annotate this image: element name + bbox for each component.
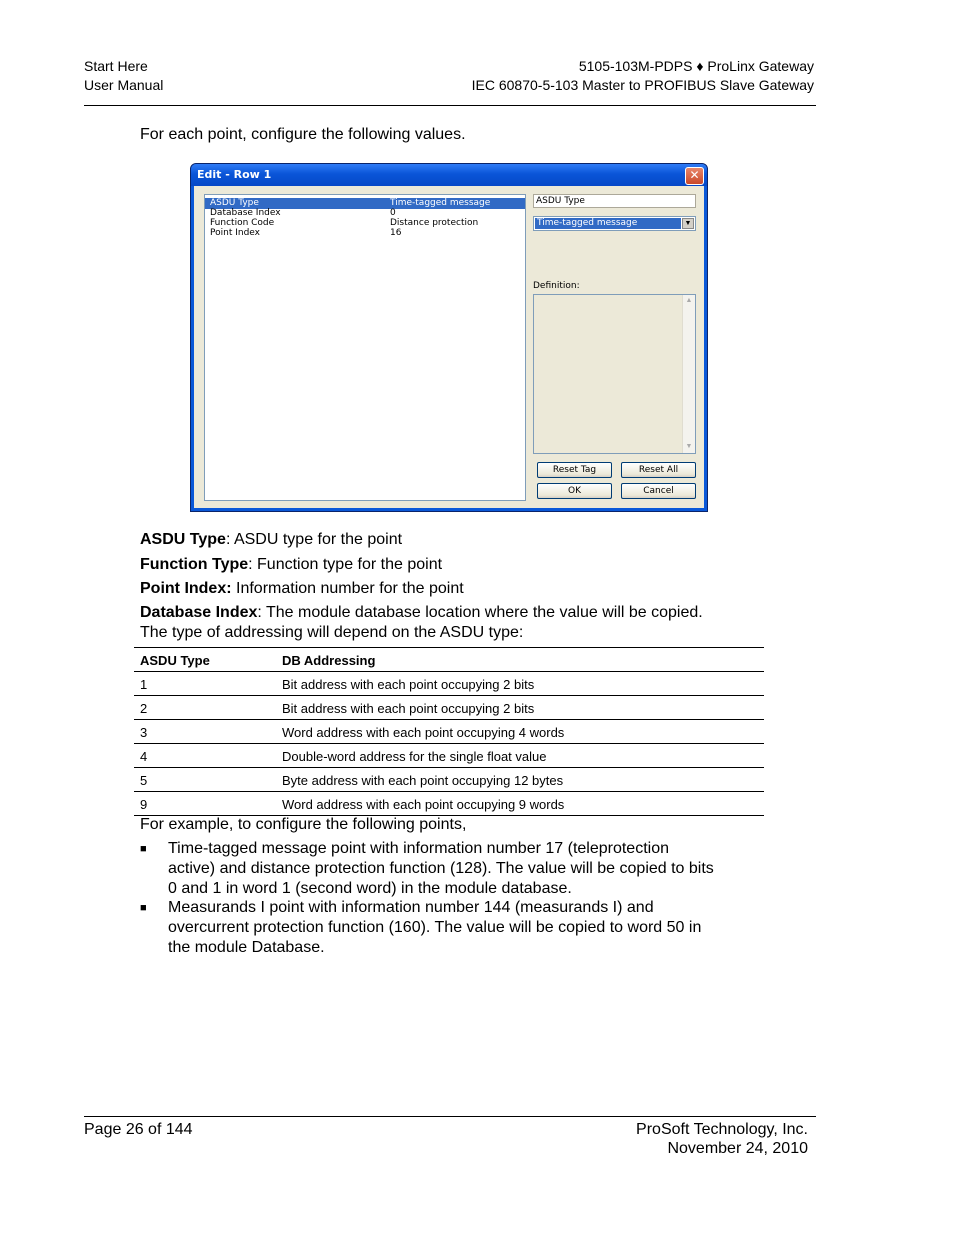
intro-text: For each point, configure the following values. [140, 126, 466, 143]
table-cell: Word address with each point occupying 9 words [282, 797, 565, 812]
definition-asdu-type [140, 530, 402, 550]
table-header-row [134, 647, 764, 672]
parameter-list[interactable] [204, 194, 526, 501]
reset-tag-button[interactable]: Reset Tag [537, 462, 612, 478]
table-cell: Bit address with each point occupying 2 bits [282, 677, 535, 692]
bullet-line: overcurrent protection function (160). The value will be copied to word 50 in [168, 919, 702, 936]
list-item-name: Database Index [210, 208, 281, 218]
list-item-name: ASDU Type [210, 198, 259, 208]
asdu-addressing-table [134, 647, 764, 816]
definition-database-index [140, 603, 703, 623]
definition-textarea[interactable] [533, 294, 696, 454]
definition-term: Point Index: [140, 580, 232, 597]
list-item-value: Distance protection [390, 218, 479, 228]
header-rule [84, 105, 816, 106]
table-row [134, 696, 764, 720]
definition-text: Information number for the point [231, 580, 464, 597]
table-cell: 3 [140, 725, 148, 740]
dialog-client [194, 186, 704, 508]
bullet-line: Time-tagged message point with information number 17 (teleprotection [168, 840, 669, 857]
definition-term: ASDU Type [140, 531, 226, 548]
bullet-line: Measurands I point with information number 144 (measurands I) and [168, 899, 654, 916]
bullet-line: 0 and 1 in word 1 (second word) in the module database. [168, 880, 572, 897]
definition-term: Database Index [140, 604, 258, 621]
table-row [134, 768, 764, 792]
list-item-value: 0 [390, 208, 396, 218]
bullet-item-2 [168, 898, 768, 958]
table-header-cell: DB Addressing [282, 653, 376, 668]
definition-text: : The module database location where the value will be copied. [257, 604, 703, 621]
bullet-line: active) and distance protection function (128). The value will be copied to bits [168, 860, 714, 877]
bullet-icon: ■ [140, 902, 147, 914]
list-item-name: Point Index [210, 228, 260, 238]
table-cell: 4 [140, 749, 148, 764]
dialog-titlebar [191, 164, 707, 186]
header-left-line1: Start Here [84, 58, 148, 74]
cancel-button[interactable]: Cancel [621, 483, 696, 499]
footer-rule [84, 1116, 816, 1117]
bullet-line: the module Database. [168, 939, 325, 956]
table-cell: Bit address with each point occupying 2 bits [282, 701, 535, 716]
ok-button[interactable]: OK [537, 483, 612, 499]
list-item-value: Time-tagged message [390, 198, 491, 208]
definition-text: : Function type for the point [248, 556, 443, 573]
table-cell: 1 [140, 677, 148, 692]
header-right-line1: 5105-103M-PDPS ♦ ProLinx Gateway [578, 58, 814, 74]
chevron-down-icon[interactable]: ▼ [682, 218, 694, 229]
bullet-icon: ■ [140, 843, 147, 855]
list-item-value: 16 [390, 228, 402, 238]
footer-page-number: Page 26 of 144 [84, 1121, 193, 1138]
footer-company: ProSoft Technology, Inc. [636, 1121, 808, 1138]
definition-text: : ASDU type for the point [225, 531, 403, 548]
table-cell: Word address with each point occupying 4 words [282, 725, 565, 740]
table-cell: 9 [140, 797, 148, 812]
table-cell: Double-word address for the single float value [282, 749, 547, 764]
asdu-type-select-value: Time-tagged message [535, 218, 681, 229]
dialog-title: Edit - Row 1 [197, 168, 272, 181]
table-row [134, 792, 764, 816]
reset-all-button[interactable]: Reset All [621, 462, 696, 478]
definition-term: Function Type [140, 556, 249, 573]
table-row [134, 744, 764, 768]
header-left-line2: User Manual [84, 77, 164, 93]
table-cell: Byte address with each point occupying 12 bytes [282, 773, 564, 788]
addressing-note: The type of addressing will depend on the ASDU type: [140, 624, 524, 641]
example-intro: For example, to configure the following points, [140, 816, 467, 833]
close-icon[interactable]: ✕ [685, 167, 704, 185]
header-right-line2: IEC 60870-5-103 Master to PROFIBUS Slave Gateway [471, 77, 814, 93]
definition-function-type [140, 555, 442, 575]
list-item-name: Function Code [210, 218, 275, 228]
list-item[interactable] [205, 228, 525, 239]
bullet-item-1 [168, 839, 768, 899]
field-name-label: ASDU Type [533, 194, 696, 208]
table-row [134, 672, 764, 696]
definition-scrollbar[interactable] [682, 295, 695, 453]
table-cell: 2 [140, 701, 148, 716]
table-header-cell: ASDU Type [140, 653, 210, 668]
table-row [134, 720, 764, 744]
asdu-type-select[interactable] [533, 216, 696, 231]
definition-label: Definition: [533, 281, 580, 291]
footer-date: November 24, 2010 [667, 1140, 808, 1157]
table-cell: 5 [140, 773, 148, 788]
scroll-up-icon[interactable]: ▲ [685, 297, 693, 304]
definition-point-index [140, 579, 464, 599]
edit-row-dialog [190, 163, 708, 512]
scroll-down-icon[interactable]: ▼ [685, 443, 693, 450]
